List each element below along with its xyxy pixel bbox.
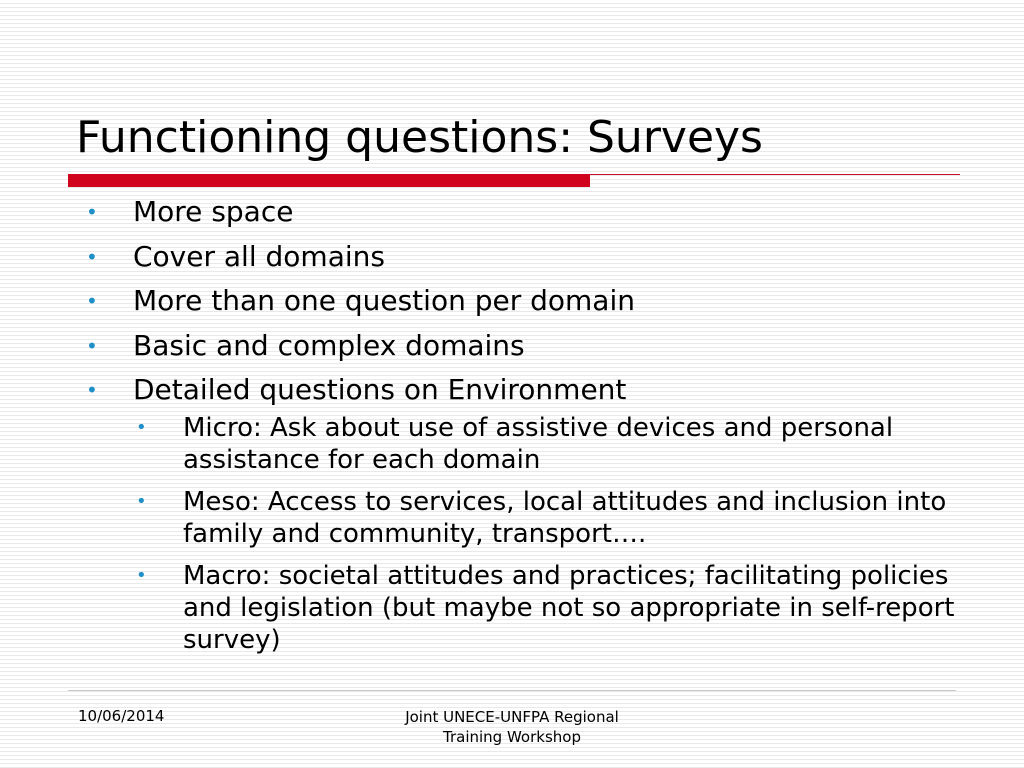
bullet-text: Basic and complex domains [133,328,525,362]
bullet-dot-icon: • [86,289,98,313]
bullet-dot-icon: • [86,378,98,402]
footer-event [350,707,674,747]
sub-bullet-item [133,486,970,550]
bullet-dot-icon: • [86,200,98,224]
bullet-dot-icon: • [136,565,147,586]
bullet-dot-icon: • [86,333,98,358]
title-underline-accent [68,174,590,187]
sub-bullet-item [133,412,970,476]
bullet-item [80,192,970,232]
sub-bullet-list [133,412,970,656]
bullet-dot-icon: • [86,244,98,269]
bullet-dot-icon: • [136,491,147,512]
bullet-item [80,370,970,656]
sub-bullet-text: Micro: Ask about use of assistive devices and personal assistance for each domain [183,413,894,475]
footer-event-line: Training Workshop [443,728,581,746]
bullet-item [80,281,970,321]
bullet-item [80,237,970,277]
slide-title: Functioning questions: Surveys [76,112,763,163]
bullet-text: More than one question per domain [133,284,635,317]
sub-bullet-text: Macro: societal attitudes and practices; facilitating policies and legislation (but maybe not so appropriate in self-report survey) [183,561,955,655]
sub-bullet-text: Meso: Access to services, local attitudes and inclusion into family and community, transport…. [183,487,947,549]
bullet-text: Cover all domains [133,239,385,273]
title-underline-rule [590,174,960,175]
bullet-text: Detailed questions on Environment [133,373,627,406]
bullet-item [80,326,970,366]
sub-bullet-item [133,560,970,656]
footer-event-line: Joint UNECE-UNFPA Regional [405,708,619,726]
bullet-text: More space [133,195,294,228]
bullet-list [80,192,970,666]
footer-divider [68,690,956,691]
bullet-dot-icon: • [136,417,147,438]
footer-date: 10/06/2014 [78,707,165,725]
